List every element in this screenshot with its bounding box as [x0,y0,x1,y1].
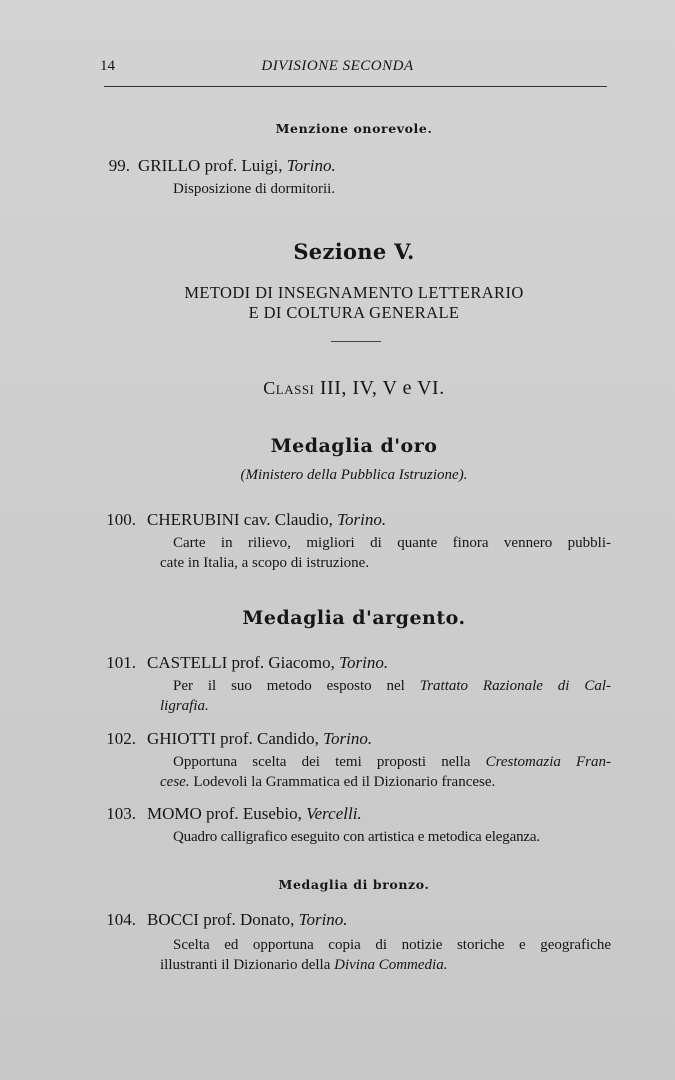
header-rule [104,86,607,87]
entry-description: Opportuna scelta dei temi proposti nella Crestomazia Fran- [173,754,612,770]
entry-description: Quadro calligrafico eseguito con artistica e metodica eleganza. [173,829,541,845]
entry-name: BOCCI prof. Donato, Torino. [147,910,348,929]
running-header: DIVISIONE SECONDA [261,58,414,74]
medaglia-oro-note: (Ministero della Pubblica Istruzione). [240,467,468,483]
entry-name: MOMO prof. Eusebio, Vercelli. [147,804,362,823]
entry-number: 104. [106,910,136,929]
entry-name: CHERUBINI cav. Claudio, Torino. [147,510,387,529]
entry-name: GHIOTTI prof. Candido, Torino. [147,729,373,748]
entry-description: Carte in rilievo, migliori di quante finora vennero pubbli- [173,535,611,551]
entry-number: 103. [106,804,136,823]
entry-description: Scelta ed opportuna copia di notizie storiche e geografiche [173,937,611,953]
entry-name: GRILLO prof. Luigi, Torino. [138,156,336,175]
entry-name: CASTELLI prof. Giacomo, Torino. [147,653,389,672]
section-subtitle-line2: E DI COLTURA GENERALE [248,303,460,322]
entry-description: Disposizione di dormitorii. [173,181,336,197]
section-subtitle-line1: METODI DI INSEGNAMENTO LETTERARIO [184,283,524,302]
entry-number: 101. [106,653,136,672]
menzione-heading: Menzione onorevole. [275,121,433,136]
entry-number: 99. [108,156,130,175]
medaglia-argento-heading: Medaglia d'argento. [242,607,466,629]
entry-number: 100. [106,510,136,529]
entry-description: ligrafia. [160,698,209,714]
entry-description: Per il suo metodo esposto nel Trattato Razionale di Cal- [173,678,611,694]
entry-description: cese. Lodevoli la Grammatica ed il Dizionario francese. [160,774,496,790]
medaglia-oro-heading: Medaglia d'oro [270,435,438,457]
entry-number: 102. [106,729,136,748]
entry-description: illustranti il Dizionario della Divina Commedia. [160,957,448,973]
page-number: 14 [100,58,115,74]
section-title: Sezione V. [293,239,415,264]
section-rule [331,341,381,342]
entry-description: cate in Italia, a scopo di istruzione. [160,555,370,571]
classes-line: Classi III, IV, V e VI. [263,377,445,399]
medaglia-bronzo-heading: Medaglia di bronzo. [278,877,430,892]
